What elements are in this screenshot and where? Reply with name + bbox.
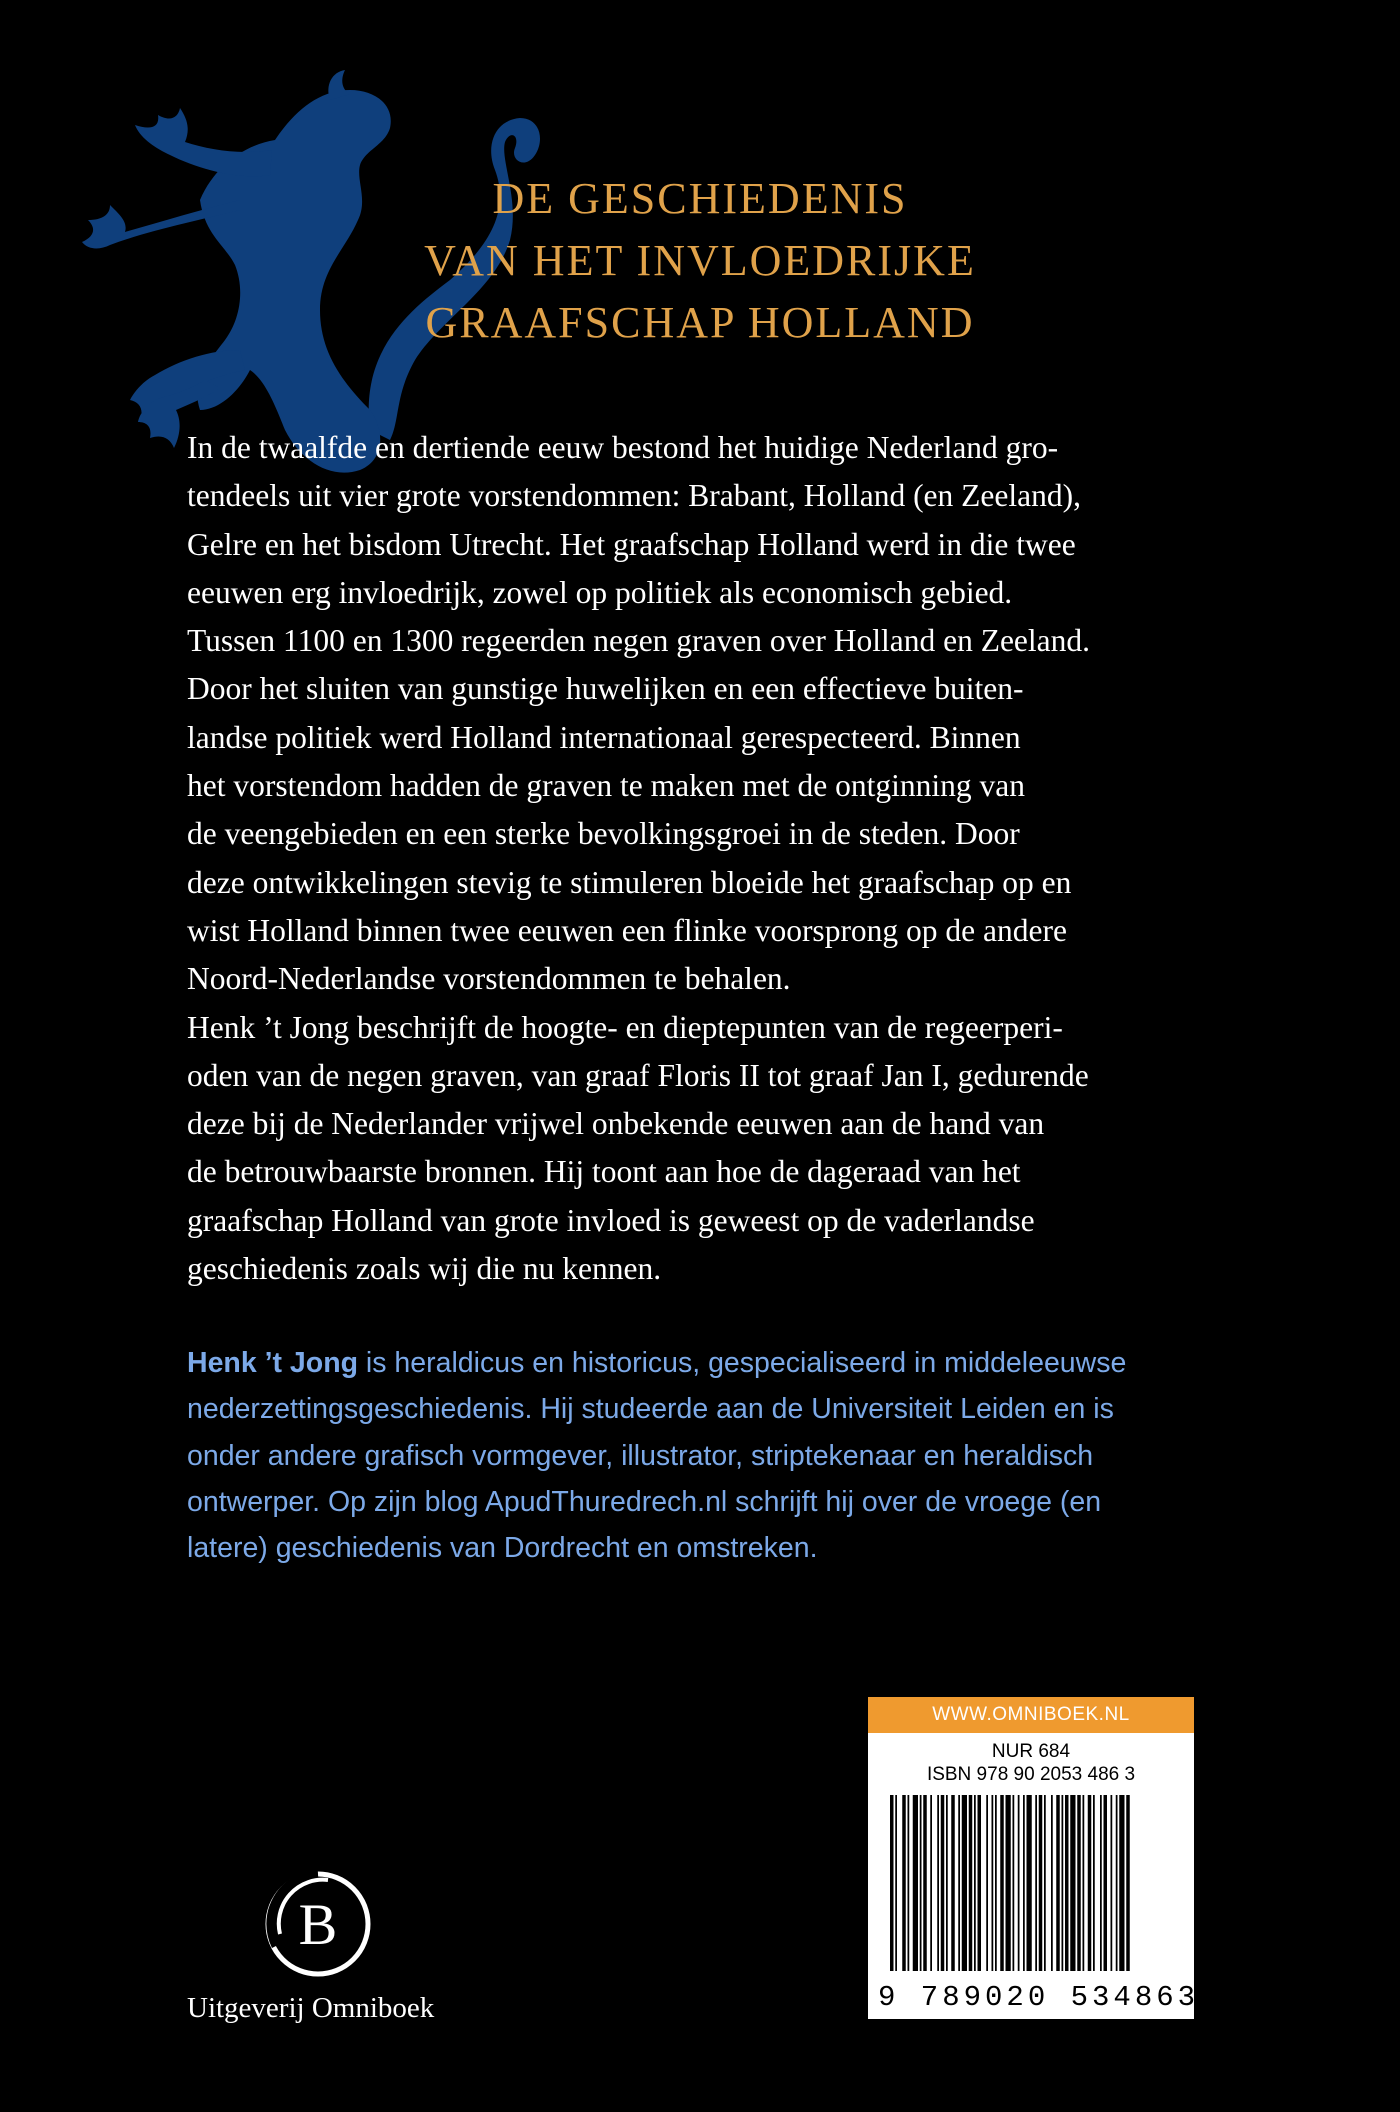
author-bio-line: nederzettingsgeschiedenis. Hij studeerde aan de Universiteit Leiden en is: [187, 1393, 1114, 1426]
barcode-bar: [1006, 1795, 1011, 1971]
author-bio-line: ontwerper. Op zijn blog ApudThuredrech.nl schrijft hij over de vroege (en: [187, 1485, 1102, 1518]
barcode-bar: [913, 1795, 918, 1971]
barcode-bar: [1035, 1795, 1037, 1971]
author-bio-line: latere) geschiedenis van Dordrecht en omstreken.: [187, 1532, 818, 1565]
blurb-line: Gelre en het bisdom Utrecht. Het graafschap Holland werd in die twee: [187, 526, 1076, 562]
blurb-line: oden van de negen graven, van graaf Floris II tot graaf Jan I, gedurende: [187, 1057, 1089, 1093]
barcode-bar: [941, 1795, 945, 1971]
blurb-line: In de twaalfde en dertiende eeuw bestond het huidige Nederland gro-: [187, 430, 1059, 465]
barcode-bar: [1104, 1795, 1108, 1971]
barcode-bar: [1013, 1795, 1015, 1971]
barcode-bar: [951, 1795, 955, 1971]
barcode-bar: [1056, 1795, 1060, 1971]
blurb-line: Noord-Nederlandse vorstendommen te behalen.: [187, 961, 791, 997]
barcode-digits: 9 789020 534863: [878, 1981, 1200, 2014]
blurb-line: de veengebieden en een sterke bevolkingsgroei in de steden. Door: [187, 816, 1020, 852]
barcode-bar: [1039, 1795, 1043, 1971]
barcode-bar: [1126, 1795, 1130, 1971]
barcode-bar: [992, 1795, 994, 1971]
barcode-bar: [962, 1795, 967, 1971]
omniboek-logo-icon: [258, 1864, 378, 1984]
blurb-line: de betrouwbaarste bronnen. Hij toont aan hoe de dageraad van het: [187, 1154, 1021, 1190]
blurb-line: deze ontwikkelingen stevig te stimuleren bloeide het graafschap op en: [187, 864, 1072, 900]
publisher-name: Uitgeverij Omniboek: [187, 1992, 435, 2024]
cover-title-line: VAN HET INVLOEDRIJKE: [424, 236, 976, 285]
barcode-bar: [1027, 1795, 1032, 1971]
barcode-bar: [1088, 1795, 1092, 1971]
website-banner: WWW.OMNIBOEK.NL: [868, 1697, 1194, 1733]
barcode-bar: [1018, 1795, 1020, 1971]
barcode-bar: [958, 1795, 960, 1971]
barcode-bar: [1100, 1795, 1102, 1971]
author-bio-first-line-rest: is heraldicus en historicus, gespecialiseerd in middeleeuwse: [358, 1347, 1127, 1379]
cover-title-line: GRAAFSCHAP HOLLAND: [425, 298, 975, 347]
barcode-bar: [1051, 1795, 1053, 1971]
barcode-bar: [1083, 1795, 1085, 1971]
blurb-text: [187, 424, 1217, 1293]
barcode-bar: [902, 1795, 906, 1971]
barcode-bar: [969, 1795, 973, 1971]
blurb-line: eeuwen erg invloedrijk, zowel op politiek als economisch gebied.: [187, 574, 1013, 610]
barcode-bar: [930, 1795, 932, 1971]
blurb-line: deze bij de Nederlander vrijwel onbekende eeuwen aan de hand van: [187, 1106, 1045, 1142]
blurb-line: tendeels uit vier grote vorstendommen: Brabant, Holland (en Zeeland),: [187, 478, 1081, 514]
barcode-bar: [1077, 1795, 1081, 1971]
barcode-block: [868, 1697, 1200, 2019]
barcode-bar: [908, 1795, 910, 1971]
blurb-line: graafschap Holland van grote invloed is geweest op de vaderlandse: [187, 1202, 1035, 1238]
barcode-bar: [946, 1795, 948, 1971]
barcode-bar: [1044, 1795, 1046, 1971]
barcode-bar: [890, 1795, 894, 1971]
blurb-line: landse politiek werd Holland internationaal gerespecteerd. Binnen: [187, 719, 1021, 755]
barcode-bar: [1119, 1795, 1124, 1971]
blurb-line: wist Holland binnen twee eeuwen een flinke voorsprong op de andere: [187, 912, 1067, 948]
blurb-line: het vorstendom hadden de graven te maken met de ontginning van: [187, 768, 1026, 804]
logo-letter: B: [298, 1892, 338, 1957]
barcode-bar: [1111, 1795, 1113, 1971]
barcode-bar: [986, 1795, 988, 1971]
barcode-bar: [974, 1795, 976, 1971]
cover-title: [340, 168, 1060, 354]
barcode-bar: [1023, 1795, 1025, 1971]
barcode-bar: [1062, 1795, 1064, 1971]
author-bio-line: onder andere grafisch vormgever, illustrator, striptekenaar en heraldisch: [187, 1439, 1094, 1472]
barcode-bar: [937, 1795, 939, 1971]
barcode-bar: [978, 1795, 982, 1971]
barcode-bar: [995, 1795, 997, 1971]
author-bio: [187, 1340, 1217, 1571]
barcode-bar: [1000, 1795, 1004, 1971]
barcode-bar: [1065, 1795, 1069, 1971]
nur-code: NUR 684: [991, 1741, 1071, 1762]
barcode-icon: [868, 1789, 1194, 1979]
barcode-bar: [1093, 1795, 1095, 1971]
blurb-line: Door het sluiten van gunstige huwelijken en een effectieve buiten-: [187, 671, 1024, 707]
author-bio-line: [187, 1340, 1217, 1386]
barcode-bar: [1116, 1795, 1118, 1971]
barcode-bar: [1070, 1795, 1075, 1971]
blurb-line: geschiedenis zoals wij die nu kennen.: [187, 1251, 662, 1287]
author-name: Henk ’t Jong: [187, 1347, 359, 1379]
blurb-line: Tussen 1100 en 1300 regeerden negen graven over Holland en Zeeland.: [187, 623, 1091, 659]
barcode-bar: [920, 1795, 922, 1971]
isbn-number: ISBN 978 90 2053 486 3: [926, 1764, 1136, 1785]
barcode-bar: [923, 1795, 927, 1971]
blurb-line: Henk ’t Jong beschrijft de hoogte- en dieptepunten van de regeerperi-: [187, 1009, 1063, 1045]
cover-title-line: DE GESCHIEDENIS: [492, 174, 908, 223]
barcode-bar: [895, 1795, 897, 1971]
